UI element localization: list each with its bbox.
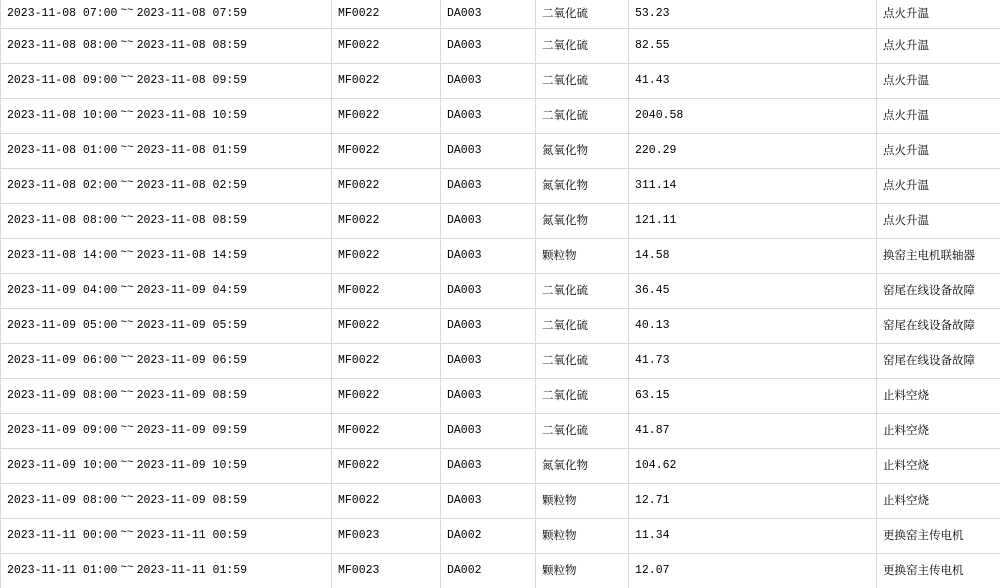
period-start: 2023-11-08 09:00: [7, 74, 117, 87]
cell-statistic-period: [1, 554, 332, 588]
table-row: [1, 29, 1000, 64]
cell-pollutant: 二氧化硫: [536, 309, 629, 344]
table-row: [1, 169, 1000, 204]
period-separator: ~~: [117, 386, 136, 400]
cell-value: 104.62: [629, 449, 877, 484]
period-start: 2023-11-09 08:00: [7, 494, 117, 507]
table-row: [1, 344, 1000, 379]
cell-value: 53.23: [629, 0, 877, 29]
cell-device-code: MF0022: [332, 204, 441, 239]
period-end: 2023-11-09 10:59: [137, 459, 247, 472]
period-separator: ~~: [117, 316, 136, 330]
cell-value: 36.45: [629, 274, 877, 309]
cell-reason: 点火升温: [877, 169, 1000, 204]
cell-reason: 更换窑主传电机: [877, 554, 1000, 588]
period-separator: ~~: [117, 351, 136, 365]
cell-reason: 窑尾在线设备故障: [877, 274, 1000, 309]
period-end: 2023-11-08 10:59: [137, 109, 247, 122]
cell-value: 41.43: [629, 64, 877, 99]
period-end: 2023-11-09 04:59: [137, 284, 247, 297]
cell-pollutant: 二氧化硫: [536, 414, 629, 449]
period-start: 2023-11-09 05:00: [7, 319, 117, 332]
period-start: 2023-11-08 02:00: [7, 179, 117, 192]
cell-reason: 点火升温: [877, 29, 1000, 64]
cell-point-code: DA003: [441, 414, 536, 449]
period-start: 2023-11-08 08:00: [7, 214, 117, 227]
cell-statistic-period: [1, 379, 332, 414]
cell-point-code: DA002: [441, 519, 536, 554]
period-start: 2023-11-09 06:00: [7, 354, 117, 367]
period-end: 2023-11-09 08:59: [137, 494, 247, 507]
period-separator: ~~: [117, 211, 136, 225]
cell-point-code: DA003: [441, 169, 536, 204]
cell-pollutant: 二氧化硫: [536, 274, 629, 309]
cell-statistic-period: [1, 204, 332, 239]
cell-value: 2040.58: [629, 99, 877, 134]
period-end: 2023-11-08 14:59: [137, 249, 247, 262]
cell-reason: 点火升温: [877, 0, 1000, 29]
cell-device-code: MF0022: [332, 449, 441, 484]
period-start: 2023-11-08 08:00: [7, 39, 117, 52]
cell-statistic-period: [1, 0, 332, 29]
period-separator: ~~: [117, 36, 136, 50]
period-end: 2023-11-09 08:59: [137, 389, 247, 402]
period-end: 2023-11-08 09:59: [137, 74, 247, 87]
period-start: 2023-11-09 10:00: [7, 459, 117, 472]
cell-reason: 止料空烧: [877, 484, 1000, 519]
cell-statistic-period: [1, 484, 332, 519]
table-row: [1, 64, 1000, 99]
cell-point-code: DA002: [441, 554, 536, 588]
cell-reason: 止料空烧: [877, 414, 1000, 449]
cell-device-code: MF0022: [332, 0, 441, 29]
period-separator: ~~: [117, 106, 136, 120]
cell-device-code: MF0023: [332, 554, 441, 588]
cell-pollutant: 二氧化硫: [536, 379, 629, 414]
cell-device-code: MF0022: [332, 484, 441, 519]
table-body: [1, 0, 1000, 588]
period-end: 2023-11-08 02:59: [137, 179, 247, 192]
table-row: [1, 449, 1000, 484]
cell-device-code: MF0022: [332, 99, 441, 134]
cell-point-code: DA003: [441, 64, 536, 99]
cell-statistic-period: [1, 239, 332, 274]
period-end: 2023-11-08 08:59: [137, 39, 247, 52]
cell-point-code: DA003: [441, 449, 536, 484]
table-row: [1, 554, 1000, 588]
period-start: 2023-11-11 00:00: [7, 529, 117, 542]
cell-statistic-period: [1, 64, 332, 99]
cell-reason: 更换窑主传电机: [877, 519, 1000, 554]
period-start: 2023-11-11 01:00: [7, 564, 117, 577]
period-separator: ~~: [117, 491, 136, 505]
period-separator: ~~: [117, 526, 136, 540]
period-start: 2023-11-09 08:00: [7, 389, 117, 402]
cell-pollutant: 二氧化硫: [536, 0, 629, 29]
cell-device-code: MF0022: [332, 414, 441, 449]
table-row: [1, 519, 1000, 554]
period-start: 2023-11-08 01:00: [7, 144, 117, 157]
cell-reason: 止料空烧: [877, 449, 1000, 484]
table-row: [1, 134, 1000, 169]
cell-value: 220.29: [629, 134, 877, 169]
cell-point-code: DA003: [441, 134, 536, 169]
cell-value: 12.71: [629, 484, 877, 519]
cell-value: 41.87: [629, 414, 877, 449]
cell-value: 41.73: [629, 344, 877, 379]
cell-reason: 点火升温: [877, 64, 1000, 99]
cell-device-code: MF0023: [332, 519, 441, 554]
period-end: 2023-11-08 01:59: [137, 144, 247, 157]
cell-pollutant: 颗粒物: [536, 239, 629, 274]
period-end: 2023-11-09 06:59: [137, 354, 247, 367]
table-row: [1, 484, 1000, 519]
cell-device-code: MF0022: [332, 379, 441, 414]
cell-statistic-period: [1, 449, 332, 484]
period-end: 2023-11-11 01:59: [137, 564, 247, 577]
period-start: 2023-11-08 07:00: [7, 7, 117, 20]
cell-device-code: MF0022: [332, 29, 441, 64]
cell-value: 82.55: [629, 29, 877, 64]
period-start: 2023-11-08 14:00: [7, 249, 117, 262]
cell-point-code: DA003: [441, 274, 536, 309]
cell-point-code: DA003: [441, 484, 536, 519]
period-end: 2023-11-08 08:59: [137, 214, 247, 227]
cell-point-code: DA003: [441, 379, 536, 414]
table-row: [1, 204, 1000, 239]
cell-point-code: DA003: [441, 99, 536, 134]
cell-point-code: DA003: [441, 29, 536, 64]
cell-reason: 窑尾在线设备故障: [877, 344, 1000, 379]
cell-statistic-period: [1, 169, 332, 204]
cell-device-code: MF0022: [332, 169, 441, 204]
cell-reason: 止料空烧: [877, 379, 1000, 414]
cell-value: 12.07: [629, 554, 877, 588]
period-end: 2023-11-09 05:59: [137, 319, 247, 332]
period-separator: ~~: [117, 71, 136, 85]
cell-point-code: DA003: [441, 0, 536, 29]
period-separator: ~~: [117, 421, 136, 435]
table-row: [1, 0, 1000, 29]
period-separator: ~~: [117, 176, 136, 190]
cell-pollutant: 二氧化硫: [536, 29, 629, 64]
period-end: 2023-11-11 00:59: [137, 529, 247, 542]
cell-statistic-period: [1, 414, 332, 449]
period-separator: ~~: [117, 456, 136, 470]
table-row: [1, 379, 1000, 414]
cell-pollutant: 颗粒物: [536, 519, 629, 554]
cell-value: 311.14: [629, 169, 877, 204]
table-row: [1, 309, 1000, 344]
cell-device-code: MF0022: [332, 274, 441, 309]
cell-reason: 换窑主电机联轴器: [877, 239, 1000, 274]
cell-statistic-period: [1, 274, 332, 309]
cell-value: 14.58: [629, 239, 877, 274]
cell-pollutant: 氮氧化物: [536, 449, 629, 484]
table-row: [1, 274, 1000, 309]
cell-reason: 点火升温: [877, 99, 1000, 134]
cell-device-code: MF0022: [332, 309, 441, 344]
period-separator: ~~: [117, 141, 136, 155]
cell-reason: 点火升温: [877, 134, 1000, 169]
table-row: [1, 99, 1000, 134]
cell-point-code: DA003: [441, 309, 536, 344]
cell-pollutant: 氮氧化物: [536, 169, 629, 204]
cell-point-code: DA003: [441, 239, 536, 274]
cell-pollutant: 颗粒物: [536, 484, 629, 519]
cell-pollutant: 二氧化硫: [536, 99, 629, 134]
cell-statistic-period: [1, 29, 332, 64]
cell-pollutant: 二氧化硫: [536, 64, 629, 99]
table-row: [1, 414, 1000, 449]
period-end: 2023-11-09 09:59: [137, 424, 247, 437]
cell-point-code: DA003: [441, 344, 536, 379]
cell-device-code: MF0022: [332, 344, 441, 379]
cell-value: 63.15: [629, 379, 877, 414]
period-end: 2023-11-08 07:59: [137, 7, 247, 20]
cell-pollutant: 氮氧化物: [536, 204, 629, 239]
period-separator: ~~: [117, 4, 136, 18]
cell-statistic-period: [1, 344, 332, 379]
cell-device-code: MF0022: [332, 239, 441, 274]
cell-statistic-period: [1, 99, 332, 134]
cell-pollutant: 二氧化硫: [536, 344, 629, 379]
cell-statistic-period: [1, 519, 332, 554]
cell-device-code: MF0022: [332, 64, 441, 99]
cell-value: 40.13: [629, 309, 877, 344]
table-row: [1, 239, 1000, 274]
cell-reason: 点火升温: [877, 204, 1000, 239]
cell-statistic-period: [1, 309, 332, 344]
cell-value: 121.11: [629, 204, 877, 239]
period-start: 2023-11-09 09:00: [7, 424, 117, 437]
cell-pollutant: 氮氧化物: [536, 134, 629, 169]
period-separator: ~~: [117, 246, 136, 260]
period-separator: ~~: [117, 281, 136, 295]
period-start: 2023-11-09 04:00: [7, 284, 117, 297]
cell-value: 11.34: [629, 519, 877, 554]
period-start: 2023-11-08 10:00: [7, 109, 117, 122]
cell-device-code: MF0022: [332, 134, 441, 169]
cell-reason: 窑尾在线设备故障: [877, 309, 1000, 344]
cell-statistic-period: [1, 134, 332, 169]
cell-pollutant: 颗粒物: [536, 554, 629, 588]
period-separator: ~~: [117, 561, 136, 575]
cell-point-code: DA003: [441, 204, 536, 239]
